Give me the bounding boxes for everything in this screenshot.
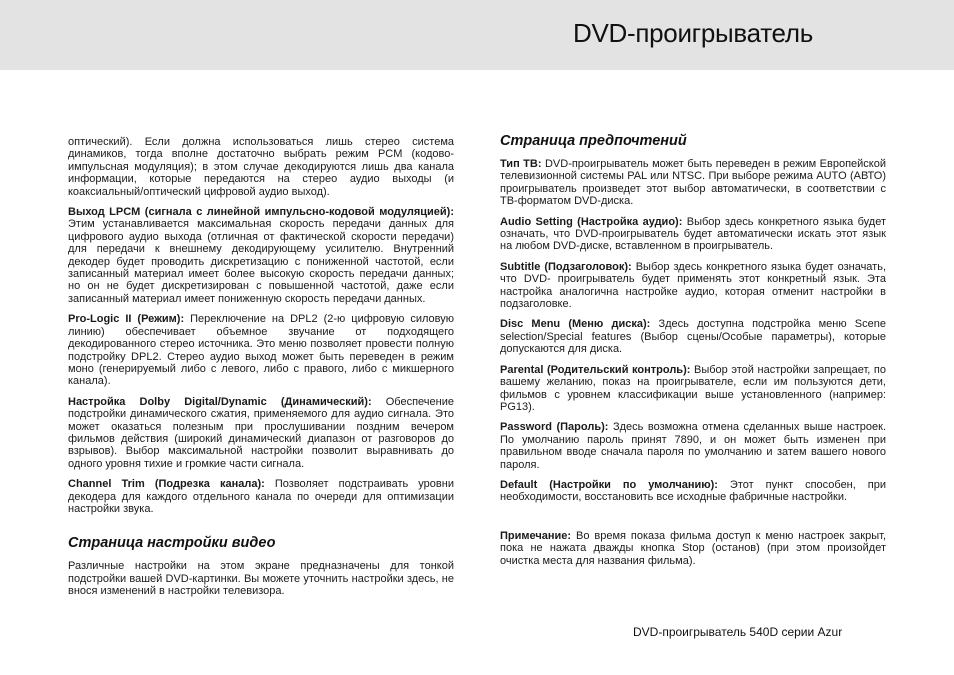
disc-menu-text: Здесь доступна подстройка меню Scene selection/Special features (Выбор сцены/Особые параметры), которые допускаются для диска. [500, 318, 886, 356]
lpcm-text: Этим устанавливается максимальная скорость передачи данных для цифрового аудио выхода (отличная от фактической скорости передачи) для передачи к внешнему декодирующему усилителю. Внутренний декодер будет проводить дискретизацию с пониженной частотой, если записанный материал имеет более высокую скорость передачи данных; но он не будет дискретизирован с повышенной частотой, даже если записанный материал имеет пониженную скорость передачи данных. [68, 218, 454, 305]
trim-label: Channel Trim (Подрезка канала): [68, 478, 265, 491]
note-paragraph [500, 530, 886, 567]
note-label: Примечание: [500, 529, 572, 542]
right-column [500, 133, 886, 575]
subtitle-label: Subtitle (Подзаголовок): [500, 260, 632, 273]
default-label: Default (Настройки по умолчанию): [500, 478, 718, 491]
subtitle-paragraph [500, 261, 886, 311]
intro-paragraph: оптический). Если должна использоваться лишь стерео система динамиков, тогда вполне достаточно выбрать режим PCM (кодово-импульсная модуляция); в этом случае декодируются лишь два канала информации, которые передаются на стерео аудио выходы (и коаксиальный/оптический цифровой аудио выход). [68, 136, 454, 198]
prologic-text: Переключение на DPL2 (2-ю цифровую силовую линию) обеспечивает объемное звучание от подходящего декодированного стерео источника. Это меню позволяет провести полную подстройку DPL2. Стерео аудио выход может быть переведен в режим моно (генерируемый либо с левого, либо с правого, либо с микшерного канала). [68, 313, 454, 388]
audio-setting-label: Audio Setting (Настройка аудио): [500, 215, 683, 228]
lpcm-paragraph [68, 206, 454, 305]
parental-label: Parental (Родительский контроль): [500, 363, 691, 376]
page-title: DVD-проигрыватель [573, 18, 813, 48]
password-text: Здесь возможна отмена сделанных выше настроек. По умолчанию пароль принят 7890, и он может быть изменен при правильном вводе сначала пароля по умолчанию и затем вашего нового пароля. [500, 421, 887, 471]
parental-paragraph [500, 364, 886, 414]
left-column [68, 136, 454, 606]
default-text: Этот пункт способен, при необходимости, восстановить все исходные фабричные настройки. [500, 478, 886, 504]
prologic-label: Pro-Logic II (Режим): [68, 313, 185, 326]
default-paragraph [500, 479, 886, 504]
audio-setting-paragraph [500, 216, 886, 253]
dolby-paragraph [68, 396, 454, 470]
password-paragraph [500, 421, 886, 471]
video-settings-heading: Страница настройки видео [68, 535, 276, 552]
trim-paragraph [68, 478, 454, 515]
video-settings-paragraph: Различные настройки на этом экране предназначены для тонкой подстройки вашей DVD-картинки. Вы можете уточнить настройки здесь, не внося изменений в настройки телевизора. [68, 560, 454, 598]
disc-menu-paragraph [500, 318, 886, 355]
page-header [0, 0, 954, 70]
tv-type-label: Тип ТВ: [500, 158, 542, 170]
trim-text: Позволяет подстраивать уровни декодера для каждого отдельного канала по очереди для оптимизации настройки звука. [68, 478, 454, 515]
disc-menu-label: Disc Menu (Меню диска): [500, 318, 651, 331]
note-text: Во время показа фильма доступ к меню настроек закрыт, пока не нажата дважды кнопка Stop (останов) (при этом произойдет очистка места для названия фильма). [500, 529, 886, 567]
password-label: Password (Пароль): [500, 421, 609, 434]
tv-type-text: DVD-проигрыватель может быть переведен в режим Европейской телевизионной системы PAL или NTSC. При выборе режима AUTO (АВТО) проигрыватель произведет этот выбор автоматически, в соответствии с ТВ-форматом DVD-диска. [500, 158, 886, 208]
audio-setting-text: Выбор здесь конкретного языка будет означать, что DVD-проигрыватель будет автоматически искать этот язык на любом DVD-диске, вставленном в проигрыватель. [500, 215, 887, 253]
preferences-heading: Страница предпочтений [500, 133, 687, 149]
dolby-label: Настройка Dolby Digital/Dynamic (Динамический): [68, 395, 372, 408]
subtitle-text: Выбор здесь конкретного языка будет означать, что DVD- проигрыватель будет применять этот конкретный язык. Эта настройка аналогична настройке аудио, которая отменит настройки в подзаголовке. [500, 260, 886, 311]
page-footer: DVD-проигрыватель 540D серии Azur [633, 625, 843, 639]
lpcm-label: Выход LPCM (сигнала с линейной импульсно-кодовой модуляцией): [68, 206, 454, 219]
parental-text: Выбор этой настройки запрещает, по вашему желанию, показ на проигрывателе, если им пользуются дети, фильмов с уровнем классификации выше установленного (например: PG13). [500, 363, 886, 413]
tv-type-paragraph [500, 158, 886, 208]
prologic-paragraph [68, 313, 454, 387]
dolby-text: Обеспечение подстройки динамического сжатия, применяемого для аудио сигнала. Это может оказаться полезным при прослушивании поздним вечером фильмов действия (широкий динамический диапазон от разговоров до взрывов). Выбор максимальной настройки позволит выравнивать до одного уровня тихие и громкие части сигнала. [68, 395, 454, 470]
